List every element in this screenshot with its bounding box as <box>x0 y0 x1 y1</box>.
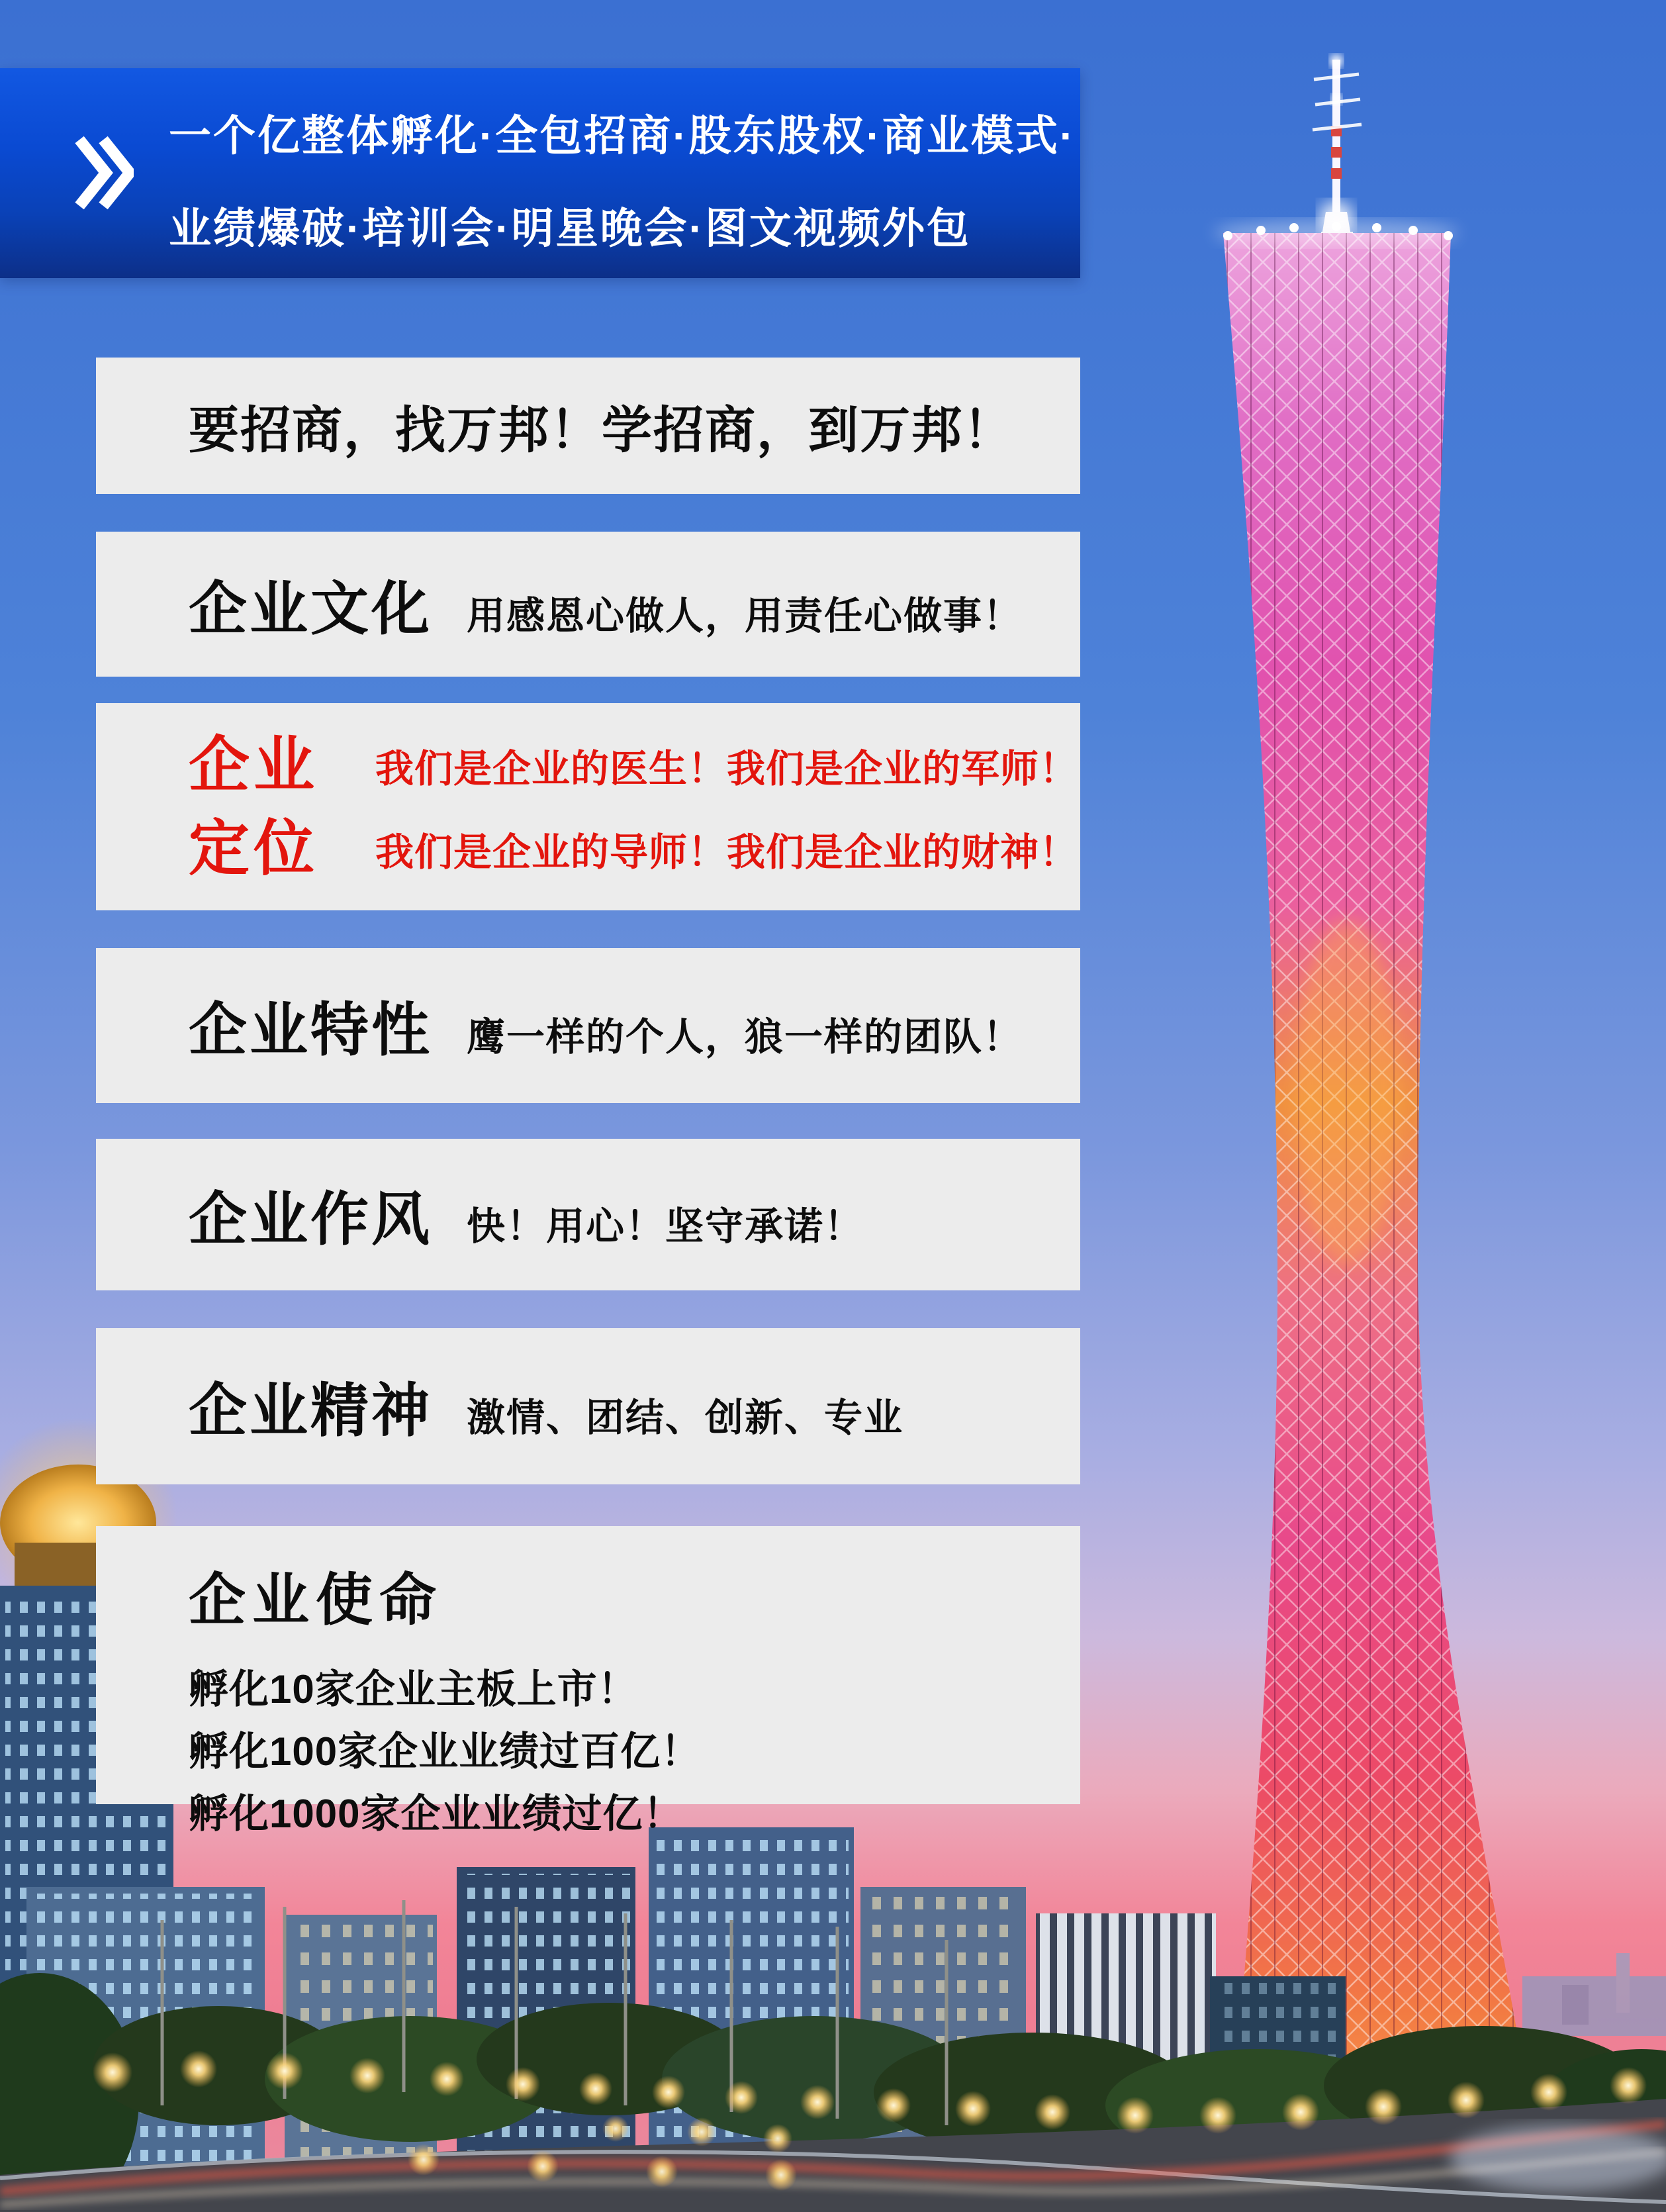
section-positioning <box>96 703 1080 910</box>
mission-lines <box>189 1659 1080 1845</box>
style-title: 企业作风 <box>189 1186 433 1252</box>
section-mission <box>96 1526 1080 1836</box>
traits-title: 企业特性 <box>189 997 433 1063</box>
traits-content: 鹰一样的个人，狼一样的团队！ <box>467 1016 1023 1059</box>
section-spirit <box>96 1328 1080 1484</box>
section-culture <box>96 532 1080 677</box>
section-traits <box>96 948 1080 1103</box>
top-banner <box>0 68 1080 278</box>
banner-text <box>169 89 1076 275</box>
mission-line-1: 孵化10家企业主板上市！ <box>189 1667 638 1711</box>
positioning-content-line-1: 我们是企业的医生！我们是企业的军师！ <box>375 747 1079 791</box>
section-style <box>96 1139 1080 1290</box>
style-content: 快！用心！坚守承诺！ <box>467 1204 864 1248</box>
mission-title: 企业使命 <box>189 1568 443 1632</box>
double-chevron-right-icon <box>74 134 134 211</box>
mission-line-2: 孵化100家企业业绩过百亿！ <box>189 1729 702 1774</box>
positioning-title-line-1: 企业 <box>189 731 319 799</box>
positioning-title-line-2: 定位 <box>189 814 319 883</box>
mission-line-3: 孵化1000家企业业绩过亿！ <box>189 1792 684 1836</box>
culture-content: 用感恩心做人，用责任心做事！ <box>467 594 1023 638</box>
spirit-content: 激情、团结、创新、专业 <box>467 1396 904 1439</box>
headline-text: 要招商，找万邦！学招商，到万邦！ <box>189 402 1015 459</box>
positioning-content-line-2: 我们是企业的导师！我们是企业的财神！ <box>375 830 1079 874</box>
spirit-title: 企业精神 <box>189 1378 433 1443</box>
headline-box <box>96 358 1080 494</box>
banner-line-1: 一个亿整体孵化·全包招商·股东股权·商业模式· <box>169 112 1076 160</box>
banner-line-2: 业绩爆破·培训会·明星晚会·图文视频外包 <box>169 205 971 252</box>
culture-title: 企业文化 <box>189 575 433 642</box>
